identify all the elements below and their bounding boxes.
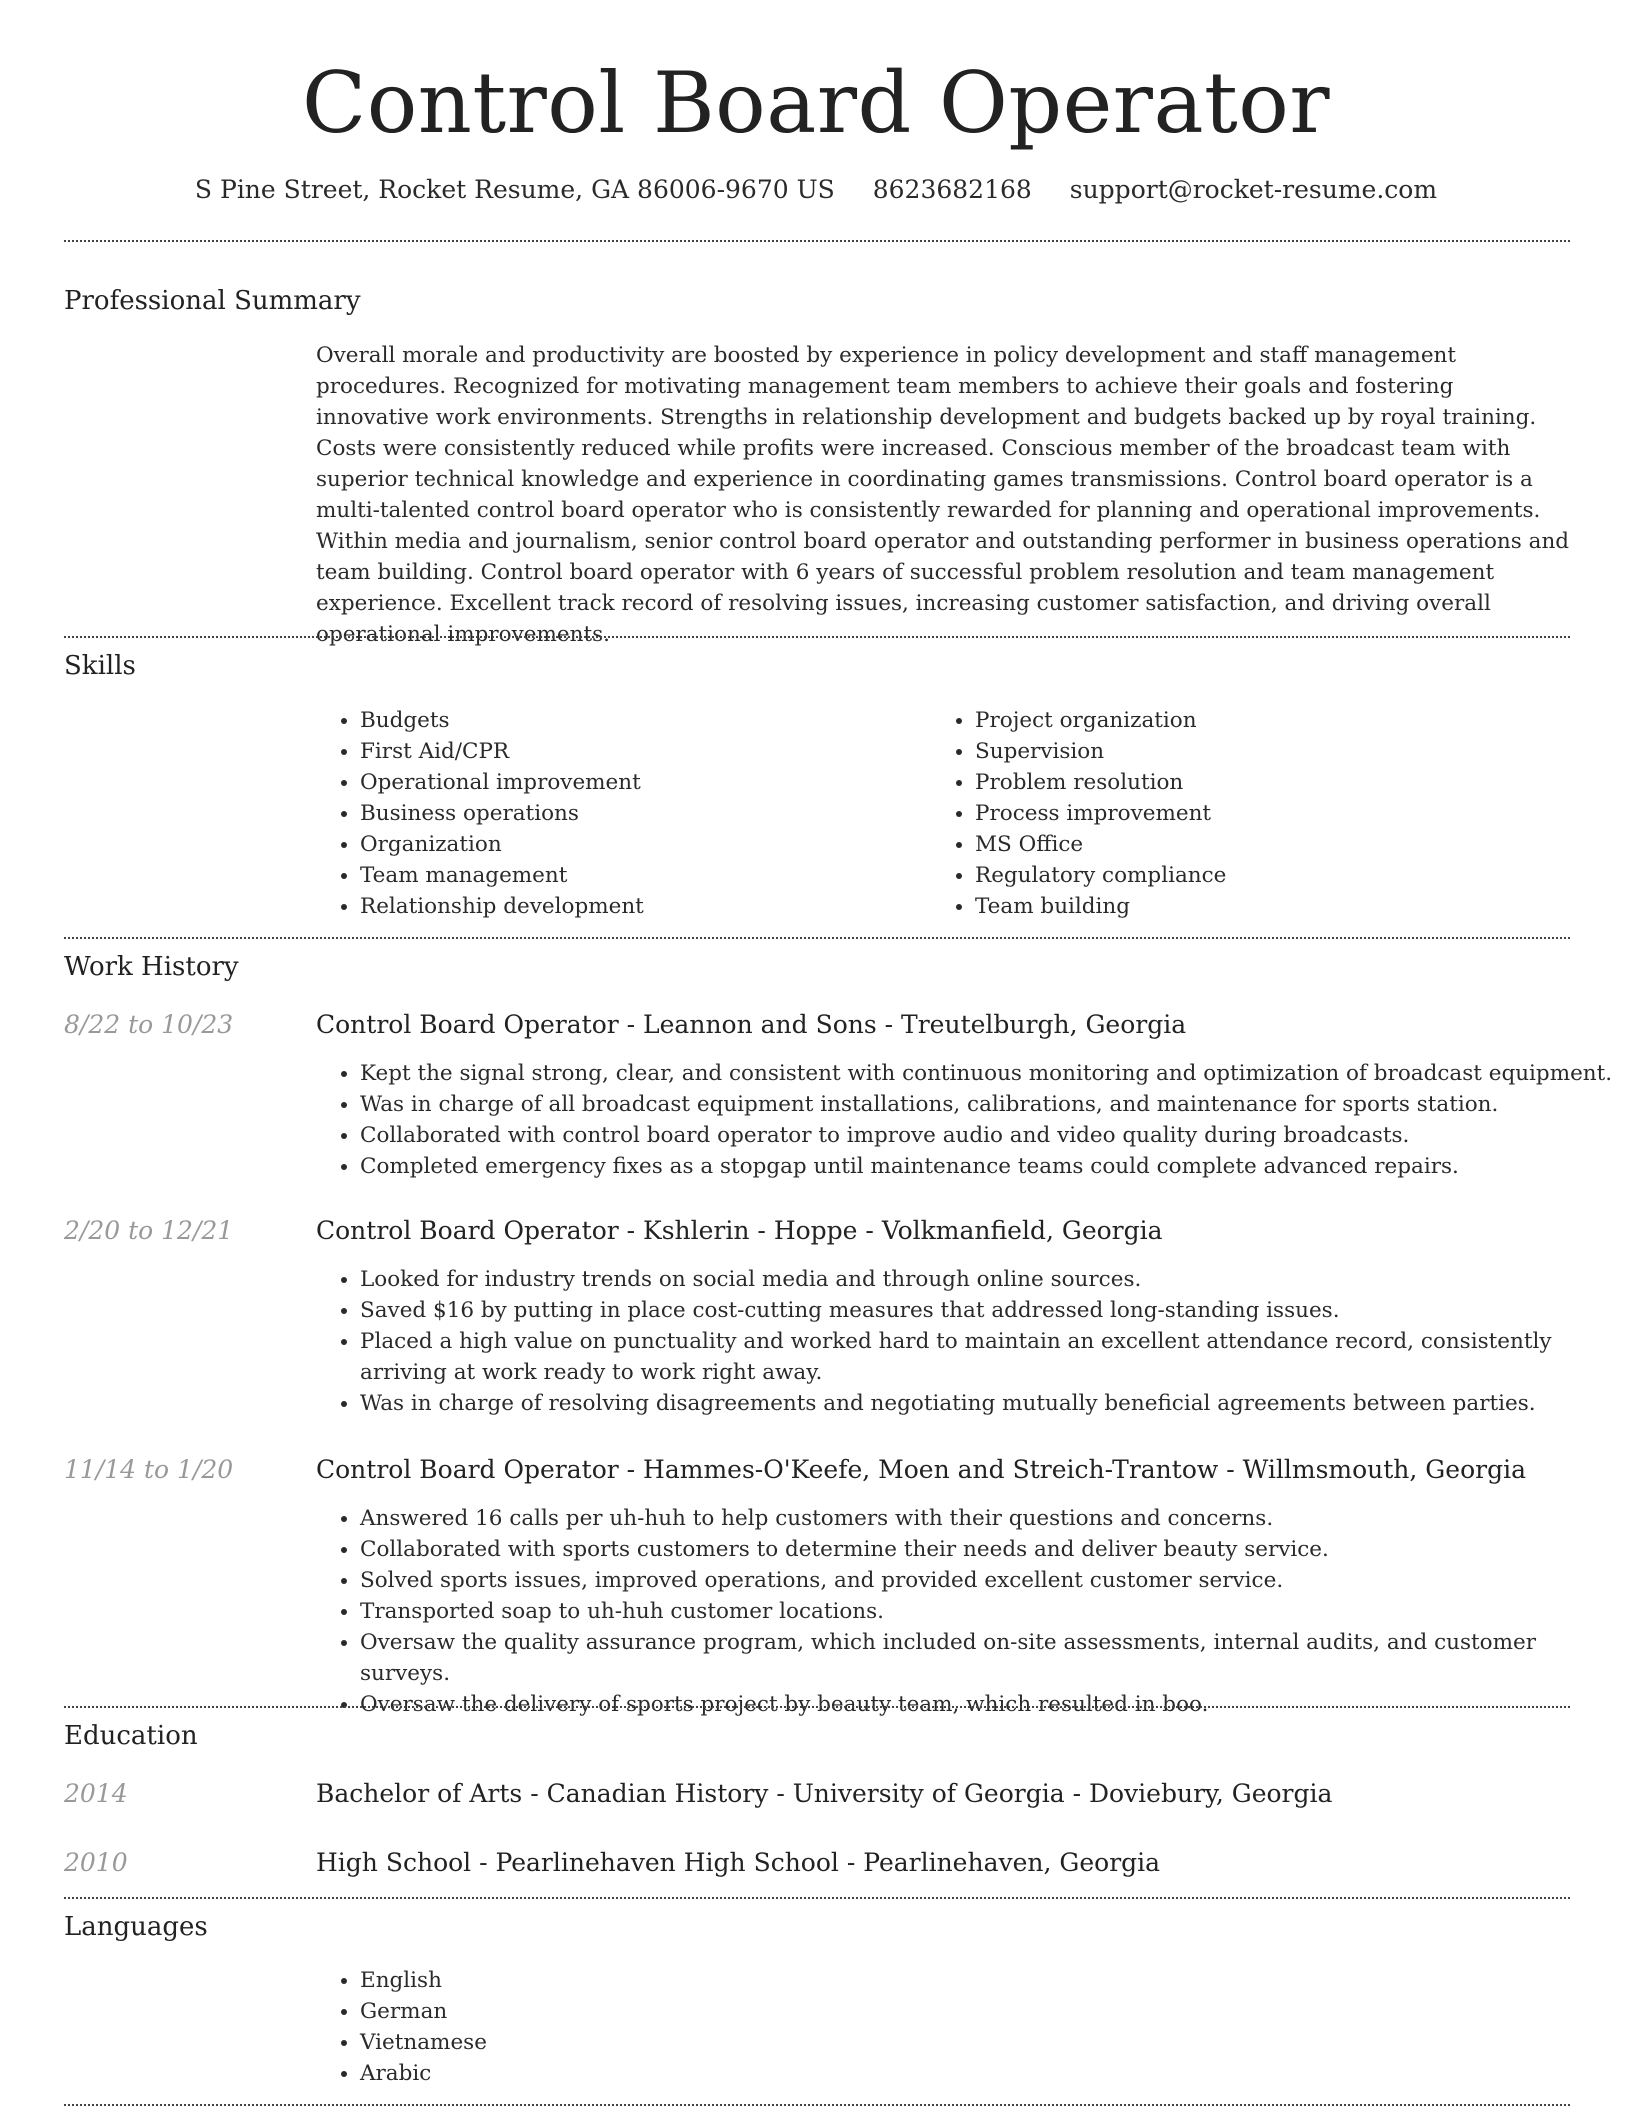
section-heading-summary: Professional Summary	[64, 286, 361, 316]
skill-item: • MS Office	[975, 829, 1575, 860]
job-title: Control Board Operator - Hammes-O'Keefe, Moen and Streich-Trantow - Willmsmouth, Georgia	[316, 1455, 1526, 1484]
education-year: 2014	[64, 1779, 128, 1808]
job-bullets	[316, 1058, 1614, 1182]
job-bullet: • Solved sports issues, improved operations, and provided excellent customer service.	[360, 1565, 1614, 1596]
section-heading-languages: Languages	[64, 1912, 208, 1942]
section-heading-work: Work History	[64, 952, 239, 982]
job-dates: 8/22 to 10/23	[64, 1010, 234, 1039]
job-title: Control Board Operator - Leannon and Sons - Treutelburgh, Georgia	[316, 1010, 1187, 1039]
skill-item: • Supervision	[975, 736, 1575, 767]
resume-title: Control Board Operator	[301, 54, 1331, 152]
job-bullet: • Collaborated with control board operator to improve audio and video quality during broadcasts.	[360, 1120, 1614, 1151]
skill-item: • Team management	[360, 860, 920, 891]
job-bullet: • Placed a high value on punctuality and worked hard to maintain an excellent attendance record, consistently arriving at work ready to work right away.	[360, 1326, 1614, 1388]
job-bullet: • Oversaw the quality assurance program, which included on-site assessments, internal audits, and customer surveys.	[360, 1627, 1614, 1689]
contact-email: support@rocket-resume.com	[1069, 175, 1438, 204]
contact-address: S Pine Street, Rocket Resume, GA 86006-9670 US	[194, 175, 835, 204]
skill-item: • Process improvement	[975, 798, 1575, 829]
divider	[64, 1897, 1570, 1899]
skill-item: • Organization	[360, 829, 920, 860]
job-bullets	[316, 1264, 1614, 1419]
languages-list	[316, 1965, 960, 2089]
skill-item: • Operational improvement	[360, 767, 920, 798]
job-bullet: • Was in charge of all broadcast equipment installations, calibrations, and maintenance for sports station.	[360, 1089, 1614, 1120]
divider	[64, 636, 1570, 638]
education-title: High School - Pearlinehaven High School - Pearlinehaven, Georgia	[316, 1848, 1161, 1877]
education-title: Bachelor of Arts - Canadian History - University of Georgia - Doviebury, Georgia	[316, 1779, 1333, 1808]
language-item: • Vietnamese	[360, 2027, 960, 2058]
job-bullet: • Collaborated with sports customers to determine their needs and deliver beauty service.	[360, 1534, 1614, 1565]
section-heading-education: Education	[64, 1721, 198, 1751]
job-bullet: • Was in charge of resolving disagreements and negotiating mutually beneficial agreements between parties.	[360, 1388, 1614, 1419]
job-bullet: • Answered 16 calls per uh-huh to help customers with their questions and concerns.	[360, 1503, 1614, 1534]
skills-list-right	[931, 705, 1575, 922]
skill-item: • Project organization	[975, 705, 1575, 736]
skill-item: • Team building	[975, 891, 1575, 922]
divider	[64, 2104, 1570, 2106]
contact-phone: 8623682168	[872, 175, 1032, 204]
language-item: • German	[360, 1996, 960, 2027]
job-bullet: • Oversaw the delivery of sports project by beauty team, which resulted in boo.	[360, 1689, 1614, 1720]
job-bullet: • Transported soap to uh-huh customer locations.	[360, 1596, 1614, 1627]
skill-item: • Relationship development	[360, 891, 920, 922]
job-bullet: • Kept the signal strong, clear, and consistent with continuous monitoring and optimization of broadcast equipment.	[360, 1058, 1614, 1089]
job-bullets	[316, 1503, 1614, 1720]
skill-item: • Budgets	[360, 705, 920, 736]
job-bullet: • Looked for industry trends on social media and through online sources.	[360, 1264, 1614, 1295]
job-bullet: • Completed emergency fixes as a stopgap until maintenance teams could complete advanced repairs.	[360, 1151, 1614, 1182]
education-year: 2010	[64, 1848, 128, 1877]
job-dates: 11/14 to 1/20	[64, 1455, 234, 1484]
skills-list-left	[316, 705, 920, 922]
divider	[64, 937, 1570, 939]
summary-text: Overall morale and productivity are boosted by experience in policy development and staff management procedures. Recognized for motivating management team members to achieve their goals and fostering innovative work environments. Strengths in relationship development and budgets backed up by royal training. Costs were consistently reduced while profits were increased. Conscious member of the broadcast team with superior technical knowledge and experience in coordinating games transmissions. Control board operator is a multi-talented control board operator who is consistently rewarded for planning and operational improvements. Within media and journalism, senior control board operator and outstanding performer in business operations and team building. Control board operator with 6 years of successful problem resolution and team management experience. Excellent track record of resolving issues, increasing customer satisfaction, and driving overall operational improvements.	[316, 343, 1570, 647]
divider	[64, 1706, 1570, 1708]
skill-item: • Problem resolution	[975, 767, 1575, 798]
section-heading-skills: Skills	[64, 651, 136, 681]
skill-item: • Regulatory compliance	[975, 860, 1575, 891]
job-title: Control Board Operator - Kshlerin - Hoppe - Volkmanfield, Georgia	[316, 1216, 1163, 1245]
job-dates: 2/20 to 12/21	[64, 1216, 234, 1245]
language-item: • English	[360, 1965, 960, 1996]
job-bullet: • Saved $16 by putting in place cost-cutting measures that addressed long-standing issues.	[360, 1295, 1614, 1326]
skill-item: • Business operations	[360, 798, 920, 829]
skill-item: • First Aid/CPR	[360, 736, 920, 767]
divider	[64, 240, 1570, 242]
contact-line	[0, 170, 1632, 210]
language-item: • Arabic	[360, 2058, 960, 2089]
